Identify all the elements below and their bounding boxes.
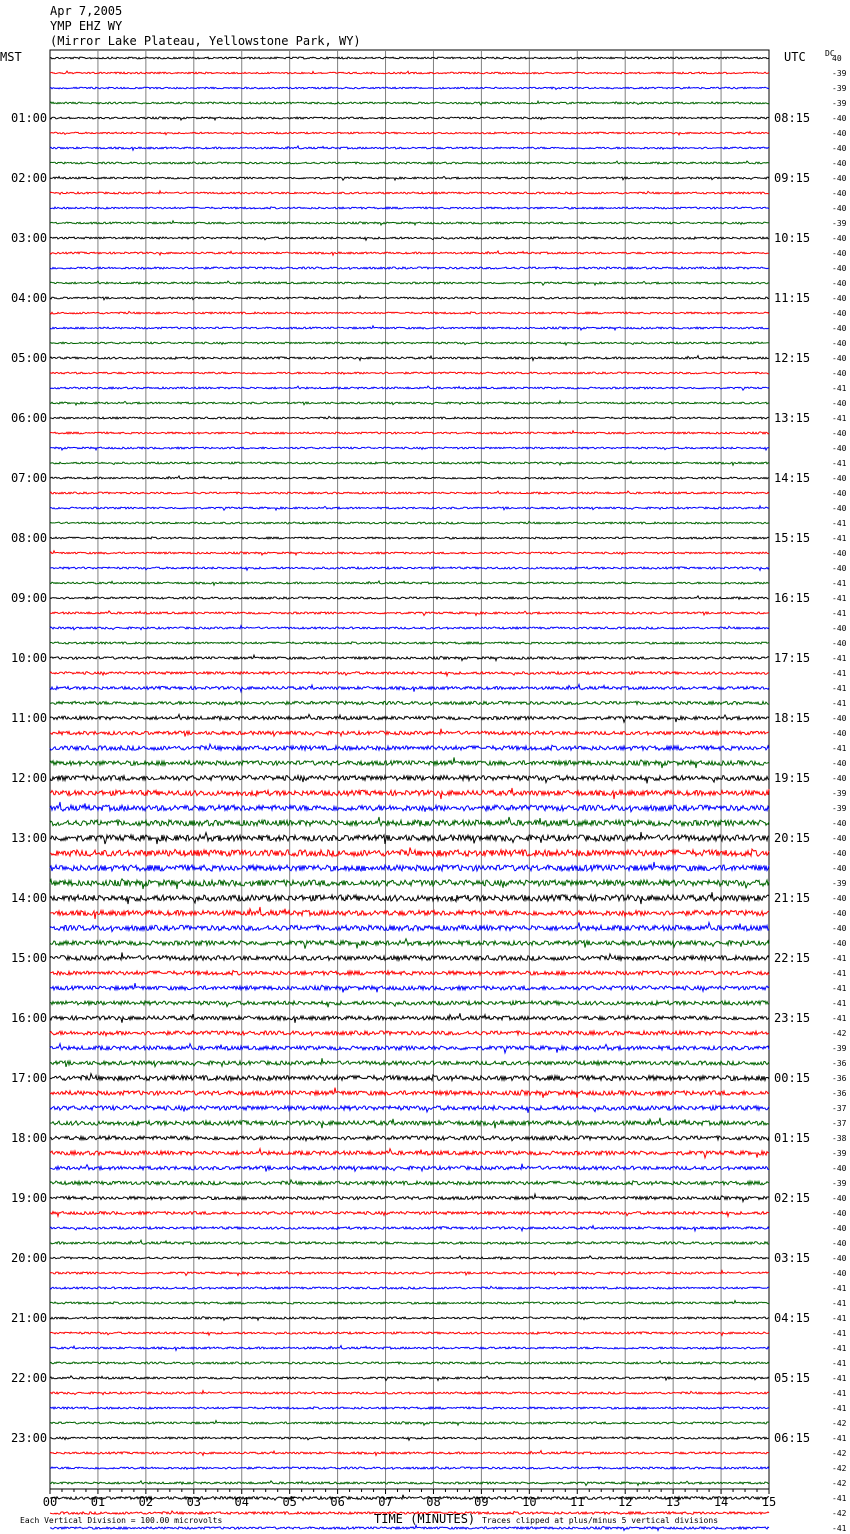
seismic-trace-46 — [50, 729, 769, 737]
left-hour-label: 09:00 — [11, 591, 48, 605]
dc-offset-value: -40 — [832, 834, 847, 843]
left-hour-label: 11:00 — [11, 711, 48, 725]
dc-offset-value: -41 — [832, 1374, 847, 1383]
seismic-trace-96 — [50, 1481, 769, 1486]
dc-offset-value: -39 — [832, 1149, 847, 1158]
seismic-trace-74 — [50, 1149, 769, 1158]
left-hour-label: 13:00 — [11, 831, 48, 845]
left-hour-label: 04:00 — [11, 291, 48, 305]
left-timezone-label: MST — [0, 50, 22, 64]
dc-offset-value: -36 — [832, 1089, 847, 1098]
dc-offset-value: -41 — [832, 684, 847, 693]
dc-offset-value: -39 — [832, 84, 847, 93]
seismic-trace-40 — [50, 642, 769, 644]
dc-offset-value: -40 — [832, 159, 847, 168]
right-hour-label: 04:15 — [774, 1311, 811, 1325]
seismic-trace-80 — [50, 1240, 769, 1244]
seismic-trace-35 — [50, 567, 769, 571]
seismic-trace-41 — [50, 655, 769, 661]
dc-offset-value: -41 — [832, 744, 847, 753]
seismic-trace-16 — [50, 281, 769, 285]
dc-offset-value: -40 — [832, 474, 847, 483]
seismic-trace-68 — [50, 1058, 769, 1067]
left-hour-label: 19:00 — [11, 1191, 48, 1205]
dc-offset-value: -41 — [832, 609, 847, 618]
dc-offset-value: -40 — [832, 324, 847, 333]
x-tick-label: 03 — [186, 1495, 202, 1509]
seismic-trace-66 — [50, 1031, 769, 1036]
dc-offset-value: -39 — [832, 99, 847, 108]
dc-offset-value: -40 — [832, 819, 847, 828]
seismic-trace-47 — [50, 744, 769, 750]
dc-offset-value: -40 — [832, 564, 847, 573]
seismic-trace-64 — [50, 1001, 769, 1008]
seismic-trace-78 — [50, 1211, 769, 1216]
dc-offset-value: -40 — [832, 714, 847, 723]
dc-offset-value: -40 — [832, 1269, 847, 1278]
seismic-trace-18 — [50, 311, 769, 314]
seismic-trace-92 — [50, 1421, 769, 1426]
right-hour-label: 00:15 — [774, 1071, 811, 1085]
right-hour-label: 20:15 — [774, 831, 811, 845]
left-hour-label: 03:00 — [11, 231, 48, 245]
dc-offset-value: -40 — [832, 1164, 847, 1173]
dc-offset-value: -40 — [832, 774, 847, 783]
dc-offset-value: -40 — [832, 264, 847, 273]
right-hour-label: 02:15 — [774, 1191, 811, 1205]
dc-offset-value: -40 — [832, 399, 847, 408]
seismic-trace-20 — [50, 342, 769, 345]
dc-offset-value: -41 — [832, 1314, 847, 1323]
right-hour-label: 21:15 — [774, 891, 811, 905]
x-tick-label: 05 — [282, 1495, 297, 1509]
x-tick-label: 10 — [522, 1495, 537, 1509]
dc-offset-value: -39 — [832, 789, 847, 798]
x-tick-label: 02 — [138, 1495, 154, 1509]
dc-offset-value: -40 — [832, 339, 847, 348]
seismic-trace-27 — [50, 447, 769, 450]
seismic-trace-19 — [50, 326, 769, 330]
dc-offset-value: -40 — [832, 174, 847, 183]
dc-offset-value: -40 — [832, 1194, 847, 1203]
seismic-trace-76 — [50, 1180, 769, 1185]
right-hour-label: 06:15 — [774, 1431, 811, 1445]
dc-offset-value: -41 — [832, 969, 847, 978]
dc-offset-value: -40 — [832, 144, 847, 153]
seismic-trace-60 — [50, 939, 769, 949]
right-hour-label: 22:15 — [774, 951, 811, 965]
dc-offset-value: 40 — [832, 54, 842, 63]
dc-offset-value: -41 — [832, 654, 847, 663]
dc-offset-value: -40 — [832, 1209, 847, 1218]
seismic-trace-2 — [50, 71, 769, 74]
dc-offset-value: -40 — [832, 849, 847, 858]
left-hour-label: 18:00 — [11, 1131, 48, 1145]
right-hour-label: 23:15 — [774, 1011, 811, 1025]
seismic-trace-75 — [50, 1164, 769, 1172]
seismic-trace-25 — [50, 416, 769, 419]
seismic-trace-53 — [50, 832, 769, 844]
seismic-trace-87 — [50, 1346, 769, 1351]
dc-offset-value: -39 — [832, 879, 847, 888]
seismic-traces — [50, 57, 769, 1534]
x-tick-label: 15 — [761, 1495, 777, 1509]
x-tick-label: 01 — [90, 1495, 106, 1509]
dc-offset-value: -41 — [832, 1434, 847, 1443]
seismic-trace-62 — [50, 971, 769, 976]
dc-offset-value: -40 — [832, 279, 847, 288]
dc-offset-value: -40 — [832, 114, 847, 123]
seismic-trace-49 — [50, 775, 769, 783]
right-hour-label: 15:15 — [774, 531, 811, 545]
dc-offset-value: -40 — [832, 504, 847, 513]
dc-offset-value: -40 — [832, 1254, 847, 1263]
seismic-trace-8 — [50, 161, 769, 164]
seismic-trace-7 — [50, 146, 769, 150]
dc-offset-value: -41 — [832, 1299, 847, 1308]
x-tick-label: 07 — [378, 1495, 393, 1509]
dc-offset-value: -40 — [832, 234, 847, 243]
seismic-trace-90 — [50, 1391, 769, 1395]
seismic-trace-39 — [50, 626, 769, 630]
seismic-trace-97 — [50, 1495, 769, 1501]
seismic-trace-48 — [50, 757, 769, 768]
seismic-trace-23 — [50, 386, 769, 390]
seismic-trace-69 — [50, 1074, 769, 1081]
left-hour-label: 20:00 — [11, 1251, 48, 1265]
right-hour-label: 18:15 — [774, 711, 811, 725]
plot-date: Apr 7,2005 — [50, 4, 123, 18]
seismic-trace-30 — [50, 491, 769, 494]
seismic-trace-21 — [50, 356, 769, 361]
seismic-trace-33 — [50, 537, 769, 539]
right-hour-label: 09:15 — [774, 171, 811, 185]
dc-offset-value: -40 — [832, 189, 847, 198]
dc-offset-value: -40 — [832, 249, 847, 258]
dc-offset-value: -40 — [832, 759, 847, 768]
seismic-trace-55 — [50, 862, 769, 871]
seismic-trace-36 — [50, 581, 769, 585]
seismic-trace-56 — [50, 879, 769, 889]
dc-offset-value: -40 — [832, 429, 847, 438]
dc-offset-value: -41 — [832, 519, 847, 528]
x-tick-label: 11 — [570, 1495, 585, 1509]
right-hour-label: 13:15 — [774, 411, 811, 425]
dc-offset-value: -40 — [832, 639, 847, 648]
dc-offset-value: -40 — [832, 1239, 847, 1248]
seismic-trace-59 — [50, 922, 769, 931]
left-hour-label: 23:00 — [11, 1431, 48, 1445]
dc-offset-value: -40 — [832, 204, 847, 213]
seismic-trace-3 — [50, 87, 769, 90]
x-tick-label: 09 — [474, 1495, 489, 1509]
left-hour-label: 21:00 — [11, 1311, 48, 1325]
seismic-trace-52 — [50, 817, 769, 826]
seismic-trace-13 — [50, 237, 769, 240]
seismic-trace-10 — [50, 191, 769, 195]
seismic-trace-38 — [50, 611, 769, 616]
seismic-trace-31 — [50, 506, 769, 510]
seismic-trace-94 — [50, 1451, 769, 1456]
dc-offset-value: -41 — [832, 999, 847, 1008]
x-tick-label: 00 — [42, 1495, 58, 1509]
seismic-trace-57 — [50, 892, 769, 904]
seismic-trace-22 — [50, 372, 769, 374]
right-timezone-label: UTC — [784, 50, 806, 64]
dc-offset-value: -41 — [832, 1344, 847, 1353]
right-hour-label: 11:15 — [774, 291, 811, 305]
left-hour-label: 16:00 — [11, 1011, 48, 1025]
seismic-trace-83 — [50, 1286, 769, 1289]
seismic-trace-24 — [50, 401, 769, 405]
x-tick-label: 14 — [713, 1495, 729, 1509]
dc-offset-value: -42 — [832, 1464, 847, 1473]
left-hour-label: 14:00 — [11, 891, 48, 905]
dc-offset-labels — [832, 54, 847, 1534]
dc-offset-value: -39 — [832, 1179, 847, 1188]
seismic-trace-99 — [50, 1525, 769, 1530]
dc-offset-value: -41 — [832, 1404, 847, 1413]
dc-offset-value: -42 — [832, 1509, 847, 1518]
dc-offset-value: -41 — [832, 1284, 847, 1293]
dc-offset-value: -39 — [832, 219, 847, 228]
x-tick-label: 12 — [617, 1495, 633, 1509]
seismic-trace-88 — [50, 1361, 769, 1364]
dc-offset-value: -41 — [832, 669, 847, 678]
right-hour-label: 14:15 — [774, 471, 811, 485]
dc-offset-value: -40 — [832, 294, 847, 303]
right-hour-label: 19:15 — [774, 771, 811, 785]
dc-offset-value: -41 — [832, 984, 847, 993]
seismic-trace-58 — [50, 907, 769, 919]
dc-offset-value: -41 — [832, 414, 847, 423]
dc-offset-value: -40 — [832, 369, 847, 378]
dc-offset-value: -40 — [832, 549, 847, 558]
left-hour-label: 12:00 — [11, 771, 48, 785]
seismic-trace-11 — [50, 207, 769, 209]
dc-offset-value: -37 — [832, 1104, 847, 1113]
seismic-trace-73 — [50, 1136, 769, 1141]
dc-offset-value: -40 — [832, 309, 847, 318]
seismic-trace-95 — [50, 1467, 769, 1469]
dc-offset-value: -42 — [832, 1419, 847, 1428]
axis-labels — [0, 49, 835, 64]
seismic-trace-12 — [50, 221, 769, 225]
right-hour-label: 10:15 — [774, 231, 811, 245]
dc-offset-value: -39 — [832, 69, 847, 78]
left-hour-label: 08:00 — [11, 531, 48, 545]
dc-label: DC — [825, 49, 835, 58]
dc-offset-value: -40 — [832, 354, 847, 363]
dc-offset-value: -41 — [832, 1389, 847, 1398]
dc-offset-value: -40 — [832, 939, 847, 948]
seismic-trace-93 — [50, 1437, 769, 1440]
seismic-trace-72 — [50, 1118, 769, 1129]
seismic-trace-91 — [50, 1407, 769, 1409]
right-hour-label: 16:15 — [774, 591, 811, 605]
seismic-trace-86 — [50, 1332, 769, 1336]
seismic-trace-65 — [50, 1013, 769, 1023]
right-hour-label: 01:15 — [774, 1131, 811, 1145]
left-hour-label: 01:00 — [11, 111, 48, 125]
seismic-trace-14 — [50, 251, 769, 255]
right-hour-label: 08:15 — [774, 111, 811, 125]
dc-offset-value: -39 — [832, 804, 847, 813]
dc-offset-value: -40 — [832, 924, 847, 933]
seismic-trace-70 — [50, 1088, 769, 1098]
dc-offset-value: -41 — [832, 384, 847, 393]
right-hour-label: 12:15 — [774, 351, 811, 365]
dc-offset-value: -41 — [832, 699, 847, 708]
x-axis-title: TIME (MINUTES) — [374, 1512, 476, 1526]
dc-offset-value: -36 — [832, 1059, 847, 1068]
dc-offset-value: -41 — [832, 579, 847, 588]
dc-offset-value: -40 — [832, 729, 847, 738]
dc-offset-value: -41 — [832, 1524, 847, 1533]
seismic-trace-37 — [50, 596, 769, 599]
seismic-trace-34 — [50, 551, 769, 555]
right-hour-label: 17:15 — [774, 651, 811, 665]
dc-offset-value: -41 — [832, 1494, 847, 1503]
left-hour-label: 22:00 — [11, 1371, 48, 1385]
clip-note: Traces clipped at plus/minus 5 vertical divisions — [482, 1516, 719, 1525]
seismic-trace-29 — [50, 476, 769, 479]
seismic-trace-28 — [50, 461, 769, 465]
seismic-trace-81 — [50, 1256, 769, 1259]
seismic-trace-51 — [50, 802, 769, 812]
left-hour-label: 05:00 — [11, 351, 48, 365]
seismic-trace-15 — [50, 267, 769, 269]
seismic-trace-17 — [50, 296, 769, 300]
dc-offset-value: -38 — [832, 1134, 847, 1143]
seismic-trace-1 — [50, 57, 769, 59]
seismic-trace-89 — [50, 1376, 769, 1381]
x-tick-label: 04 — [234, 1495, 249, 1509]
dc-offset-value: -40 — [832, 894, 847, 903]
seismic-trace-4 — [50, 101, 769, 105]
right-hour-label: 05:15 — [774, 1371, 811, 1385]
seismic-trace-32 — [50, 521, 769, 524]
seismic-trace-54 — [50, 848, 769, 857]
seismic-trace-67 — [50, 1044, 769, 1053]
left-hour-label: 10:00 — [11, 651, 48, 665]
x-tick-label: 08 — [426, 1495, 441, 1509]
seismic-trace-85 — [50, 1317, 769, 1321]
dc-offset-value: -40 — [832, 1224, 847, 1233]
dc-offset-value: -40 — [832, 624, 847, 633]
seismic-trace-61 — [50, 953, 769, 961]
seismic-trace-5 — [50, 117, 769, 120]
dc-offset-value: -41 — [832, 459, 847, 468]
dc-offset-value: -42 — [832, 1029, 847, 1038]
dc-offset-value: -39 — [832, 1044, 847, 1053]
dc-offset-value: -40 — [832, 909, 847, 918]
dc-offset-value: -36 — [832, 1074, 847, 1083]
dc-offset-value: -42 — [832, 1449, 847, 1458]
seismic-trace-42 — [50, 672, 769, 676]
dc-offset-value: -40 — [832, 489, 847, 498]
dc-offset-value: -41 — [832, 1329, 847, 1338]
dc-offset-value: -41 — [832, 594, 847, 603]
seismic-trace-82 — [50, 1271, 769, 1276]
x-tick-label: 06 — [330, 1495, 345, 1509]
left-hour-label: 17:00 — [11, 1071, 48, 1085]
dc-offset-value: -40 — [832, 444, 847, 453]
dc-offset-value: -37 — [832, 1119, 847, 1128]
dc-offset-value: -40 — [832, 129, 847, 138]
seismic-trace-43 — [50, 685, 769, 692]
left-hour-label: 06:00 — [11, 411, 48, 425]
right-hour-label: 03:15 — [774, 1251, 811, 1265]
station-location: (Mirror Lake Plateau, Yellowstone Park, WY) — [50, 34, 361, 48]
seismic-trace-26 — [50, 431, 769, 434]
dc-offset-value: -41 — [832, 1014, 847, 1023]
left-hour-label: 07:00 — [11, 471, 48, 485]
seismic-trace-63 — [50, 983, 769, 992]
dc-offset-value: -41 — [832, 534, 847, 543]
seismic-trace-44 — [50, 701, 769, 705]
seismic-trace-71 — [50, 1106, 769, 1113]
x-tick-label: 13 — [665, 1495, 681, 1509]
seismic-trace-79 — [50, 1226, 769, 1231]
left-hour-label: 02:00 — [11, 171, 48, 185]
dc-offset-value: -41 — [832, 954, 847, 963]
scale-note: Each Vertical Division = 100.00 microvolts — [20, 1516, 223, 1525]
station-code: YMP EHZ WY — [50, 19, 123, 33]
seismic-trace-45 — [50, 714, 769, 722]
dc-offset-value: -40 — [832, 864, 847, 873]
seismic-trace-84 — [50, 1301, 769, 1304]
x-axis — [43, 1489, 776, 1509]
seismic-trace-50 — [50, 788, 769, 799]
dc-offset-value: -42 — [832, 1479, 847, 1488]
seismic-trace-9 — [50, 176, 769, 180]
seismic-trace-6 — [50, 132, 769, 135]
seismic-trace-77 — [50, 1194, 769, 1201]
dc-offset-value: -41 — [832, 1359, 847, 1368]
left-hour-label: 15:00 — [11, 951, 48, 965]
